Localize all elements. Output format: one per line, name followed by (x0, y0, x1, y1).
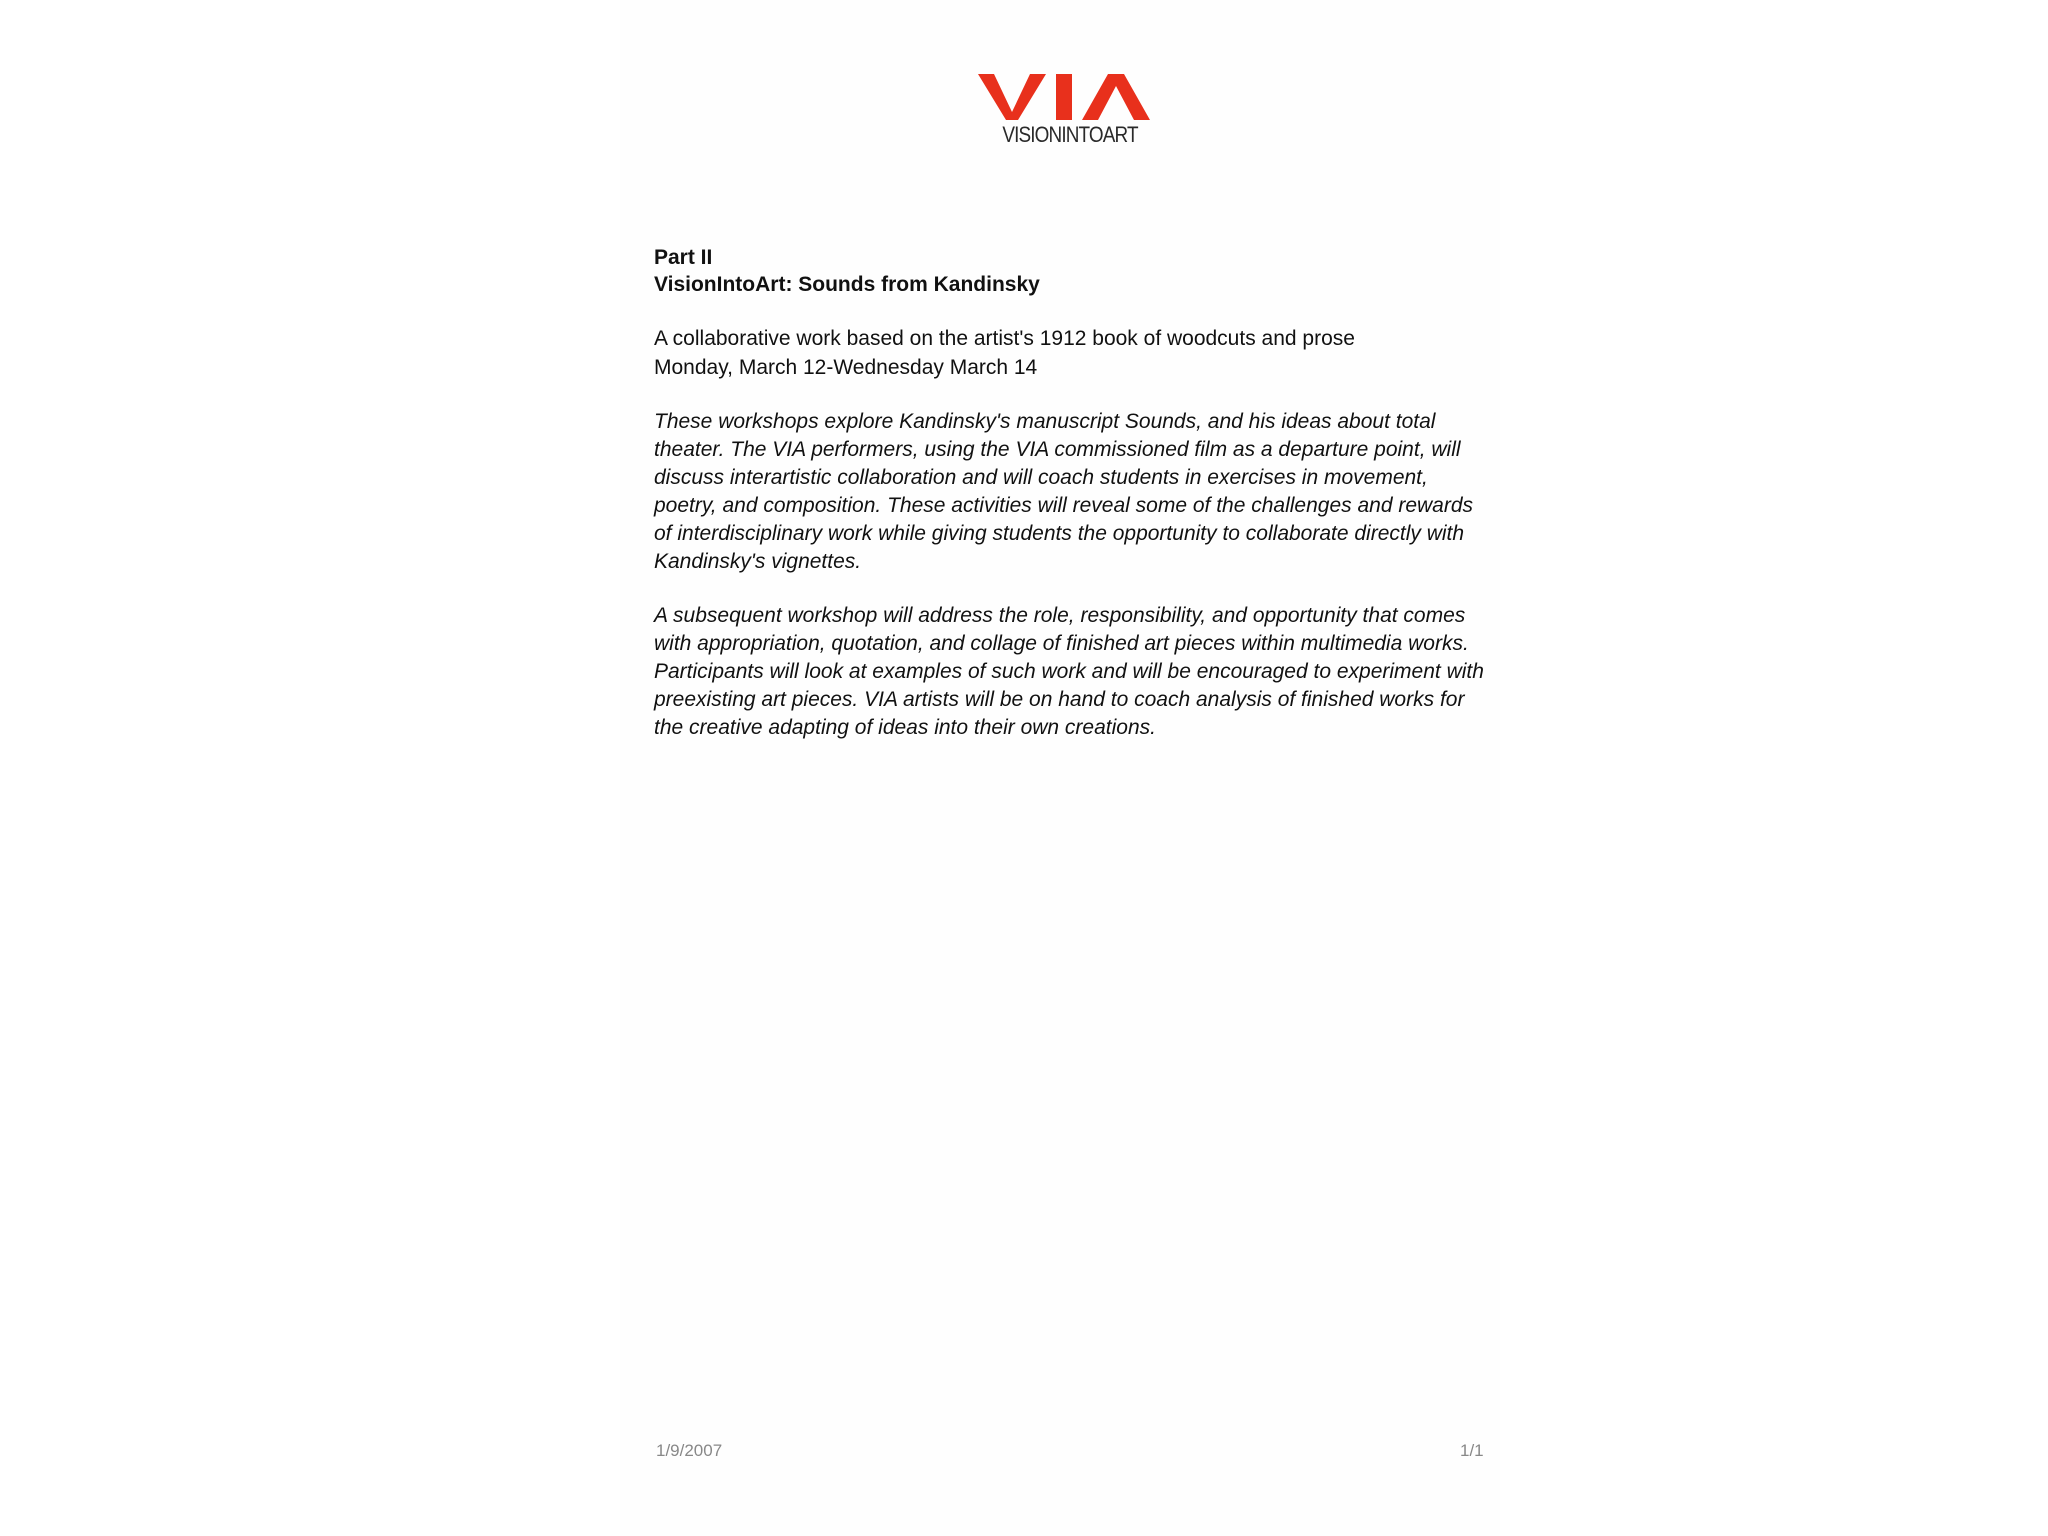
workshop-paragraph-2 (654, 602, 1494, 742)
footer-date: 1/9/2007 (656, 1441, 723, 1460)
part-heading: Part II (654, 246, 713, 269)
event-dates: Monday, March 12-Wednesday March 14 (654, 356, 1038, 379)
paragraph-text: A subsequent workshop will address the role, responsibility, and opportunity that comes with appropriation, quotation, and collage of finished art pieces within multimedia works. Participants will look at examples of such work and will be encouraged to experiment with preexisting art pieces. VIA artists will be on hand to coach analysis of finished works for the creative adapting of ideas into their own creations. (654, 604, 1484, 739)
document-title: VisionIntoArt: Sounds from Kandinsky (654, 273, 1040, 296)
intro-description: A collaborative work based on the artist's 1912 book of woodcuts and prose (654, 327, 1355, 350)
logo-subtitle: VISIONINTOART (1002, 122, 1138, 147)
via-logo (978, 72, 1162, 152)
document-body (654, 244, 1494, 742)
document-page (620, 0, 1500, 1536)
via-logo-mark (978, 72, 1162, 122)
intro-block (654, 324, 1494, 382)
workshop-paragraph-1 (654, 408, 1494, 576)
page-number: 1/1 (1460, 1441, 1484, 1460)
paragraph-text: These workshops explore Kandinsky's manuscript Sounds, and his ideas about total theater. The VIA performers, using the VIA commissioned film as a departure point, will discuss interartistic collaboration and will coach students in exercises in movement, poetry, and composition. These activities will reveal some of the challenges and rewards of interdisciplinary work while giving students the opportunity to collaborate directly with Kandinsky's vignettes. (654, 410, 1474, 573)
